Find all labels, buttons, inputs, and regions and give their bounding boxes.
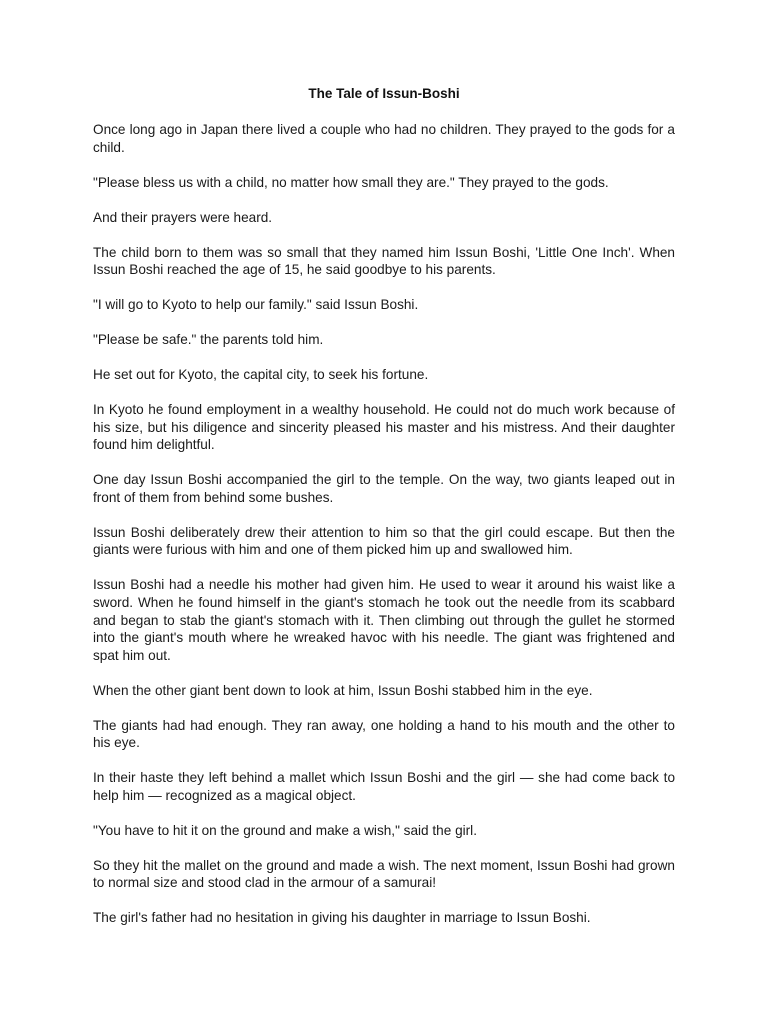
paragraph: Issun Boshi deliberately drew their attention to him so that the girl could escape. But then the giants were furious with him and one of them picked him up and swallowed him. — [93, 524, 675, 558]
paragraph: So they hit the mallet on the ground and made a wish. The next moment, Issun Boshi had grown to normal size and stood clad in the armour of a samurai! — [93, 857, 675, 891]
document-body — [93, 121, 675, 944]
paragraph: He set out for Kyoto, the capital city, to seek his fortune. — [93, 367, 429, 383]
paragraph: In Kyoto he found employment in a wealthy household. He could not do much work because of his size, but his diligence and sincerity pleased his master and his mistress. And their daughter found him delightful. — [93, 402, 675, 453]
paragraph: The giants had had enough. They ran away, one holding a hand to his mouth and the other to his eye. — [93, 717, 675, 751]
paragraph: The girl's father had no hesitation in giving his daughter in marriage to Issun Boshi. — [93, 910, 591, 926]
paragraph: Issun Boshi had a needle his mother had given him. He used to wear it around his waist like a sword. When he found himself in the giant's stomach he took out the needle from its scabbard and began to stab the giant's stomach with it. Then climbing out through the gullet he stormed into the giant's mouth where he wreaked havoc with his needle. The giant was frightened and spat him out. — [93, 577, 675, 663]
paragraph: One day Issun Boshi accompanied the girl to the temple. On the way, two giants leaped out in front of them from behind some bushes. — [93, 472, 675, 505]
paragraph: Once long ago in Japan there lived a couple who had no children. They prayed to the gods for a child. — [93, 122, 675, 155]
paragraph: "I will go to Kyoto to help our family." said Issun Boshi. — [93, 297, 419, 313]
paragraph: "Please bless us with a child, no matter how small they are." They prayed to the gods. — [93, 174, 609, 190]
paragraph: The child born to them was so small that they named him Issun Boshi, 'Little One Inch'. When Issun Boshi reached the age of 15, he said goodbye to his parents. — [93, 244, 675, 278]
paragraph: And their prayers were heard. — [93, 209, 273, 225]
paragraph: "Please be safe." the parents told him. — [93, 332, 324, 348]
paragraph: "You have to hit it on the ground and make a wish," said the girl. — [93, 822, 477, 838]
document-title: The Tale of Issun-Boshi — [308, 86, 460, 101]
paragraph: In their haste they left behind a mallet which Issun Boshi and the girl — she had come back to help him — recognized as a magical object. — [93, 770, 675, 803]
paragraph: When the other giant bent down to look at him, Issun Boshi stabbed him in the eye. — [93, 682, 593, 698]
